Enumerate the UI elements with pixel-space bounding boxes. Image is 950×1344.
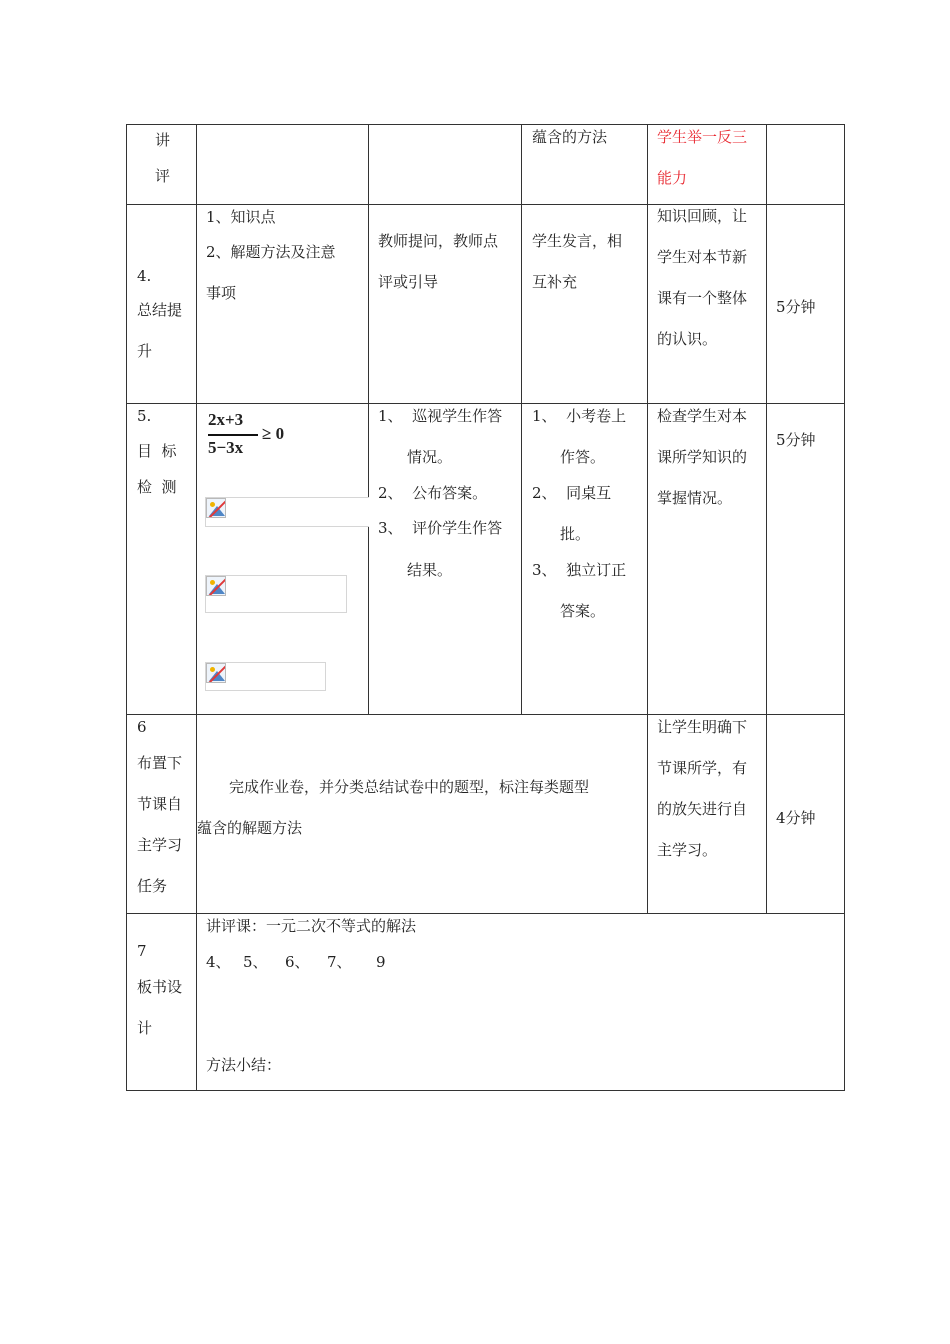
time-text: 4分钟 xyxy=(776,809,816,827)
teacher-activity-text: 结果。 xyxy=(407,561,453,579)
broken-image-icon xyxy=(206,663,226,683)
student-activity-text: 学生发言，相 xyxy=(532,232,623,250)
student-activity-text: 2、 同桌互 xyxy=(532,484,612,502)
stage-label: 4. xyxy=(137,267,152,285)
stage-label: 布置下 xyxy=(137,754,183,772)
teacher-activity-text: 3、 评价学生作答 xyxy=(378,519,503,537)
image-placeholder xyxy=(205,662,326,691)
teacher-activity-text: 2、 公布答案。 xyxy=(378,484,488,502)
broken-image-icon xyxy=(206,576,226,596)
time-text: 5分钟 xyxy=(776,431,816,449)
stage-label: 总结提 xyxy=(137,301,183,319)
formula-denominator: 5−3x xyxy=(208,438,244,457)
design-intent-text: 节课所学，有 xyxy=(657,759,748,777)
column-divider xyxy=(647,124,648,914)
student-activity-text: 批。 xyxy=(560,525,591,543)
student-activity-text: 互补充 xyxy=(532,273,578,291)
board-number: 7、 xyxy=(327,953,352,971)
design-intent-text: 检查学生对本 xyxy=(657,407,748,425)
student-activity-text: 作答。 xyxy=(560,448,606,466)
stage-label: 板书设 xyxy=(137,978,183,996)
homework-text: 蕴含的解题方法 xyxy=(197,819,303,837)
teacher-activity-text: 教师提问，教师点 xyxy=(378,232,499,250)
design-intent-text: 的放矢进行自 xyxy=(657,800,748,818)
formula-numerator: 2x+3 xyxy=(208,410,244,429)
column-divider xyxy=(521,124,522,715)
board-title: 讲评课：一元二次不等式的解法 xyxy=(206,917,417,935)
design-intent-text: 掌握情况。 xyxy=(657,489,733,507)
stage-label: 任务 xyxy=(137,877,168,895)
inequality-formula xyxy=(205,404,300,466)
design-intent-text: 让学生明确下 xyxy=(657,718,748,736)
design-intent-text: 的认识。 xyxy=(657,330,718,348)
content-text: 1、知识点 xyxy=(206,208,276,226)
design-intent-text: 能力 xyxy=(657,169,688,187)
design-intent-text: 课有一个整体 xyxy=(657,289,748,307)
board-number: 9 xyxy=(376,953,386,971)
design-intent-text: 学生对本节新 xyxy=(657,248,748,266)
board-number: 6、 xyxy=(285,953,310,971)
stage-label: 升 xyxy=(137,342,153,360)
stage-label: 7 xyxy=(137,942,147,960)
broken-image-icon xyxy=(206,498,226,518)
stage-label: 6 xyxy=(137,718,147,736)
board-number: 4、 xyxy=(206,953,231,971)
stage-label: 讲 xyxy=(155,131,171,149)
content-text: 2、解题方法及注意 xyxy=(206,243,336,261)
time-text: 5分钟 xyxy=(776,298,816,316)
student-activity-text: 蕴含的方法 xyxy=(532,128,608,146)
image-placeholder xyxy=(205,497,369,527)
board-number: 5、 xyxy=(243,953,268,971)
fraction-bar xyxy=(208,434,258,436)
stage-label: 检 测 xyxy=(137,478,177,496)
design-intent-text: 知识回顾，让 xyxy=(657,207,748,225)
column-divider xyxy=(766,124,767,914)
student-activity-text: 3、 独立订正 xyxy=(532,561,627,579)
design-intent-text: 课所学知识的 xyxy=(657,448,748,466)
stage-label: 评 xyxy=(155,167,171,185)
stage-label: 计 xyxy=(137,1019,153,1037)
teacher-activity-text: 评或引导 xyxy=(378,273,439,291)
student-activity-text: 1、 小考卷上 xyxy=(532,407,627,425)
content-text: 事项 xyxy=(206,284,237,302)
stage-label: 5. xyxy=(137,407,152,425)
design-intent-text: 主学习。 xyxy=(657,841,718,859)
formula-relation: ≥ 0 xyxy=(262,424,285,443)
student-activity-text: 答案。 xyxy=(560,602,606,620)
column-divider xyxy=(368,124,369,715)
stage-label: 节课自 xyxy=(137,795,183,813)
stage-label: 主学习 xyxy=(137,836,183,854)
image-placeholder xyxy=(205,575,347,613)
teacher-activity-text: 情况。 xyxy=(407,448,453,466)
stage-label: 目 标 xyxy=(137,442,177,460)
board-summary: 方法小结： xyxy=(206,1056,282,1074)
teacher-activity-text: 1、 巡视学生作答 xyxy=(378,407,503,425)
column-divider xyxy=(196,124,197,1091)
design-intent-text: 学生举一反三 xyxy=(657,128,748,146)
homework-text: 完成作业卷，并分类总结试卷中的题型，标注每类题型 xyxy=(229,778,590,796)
